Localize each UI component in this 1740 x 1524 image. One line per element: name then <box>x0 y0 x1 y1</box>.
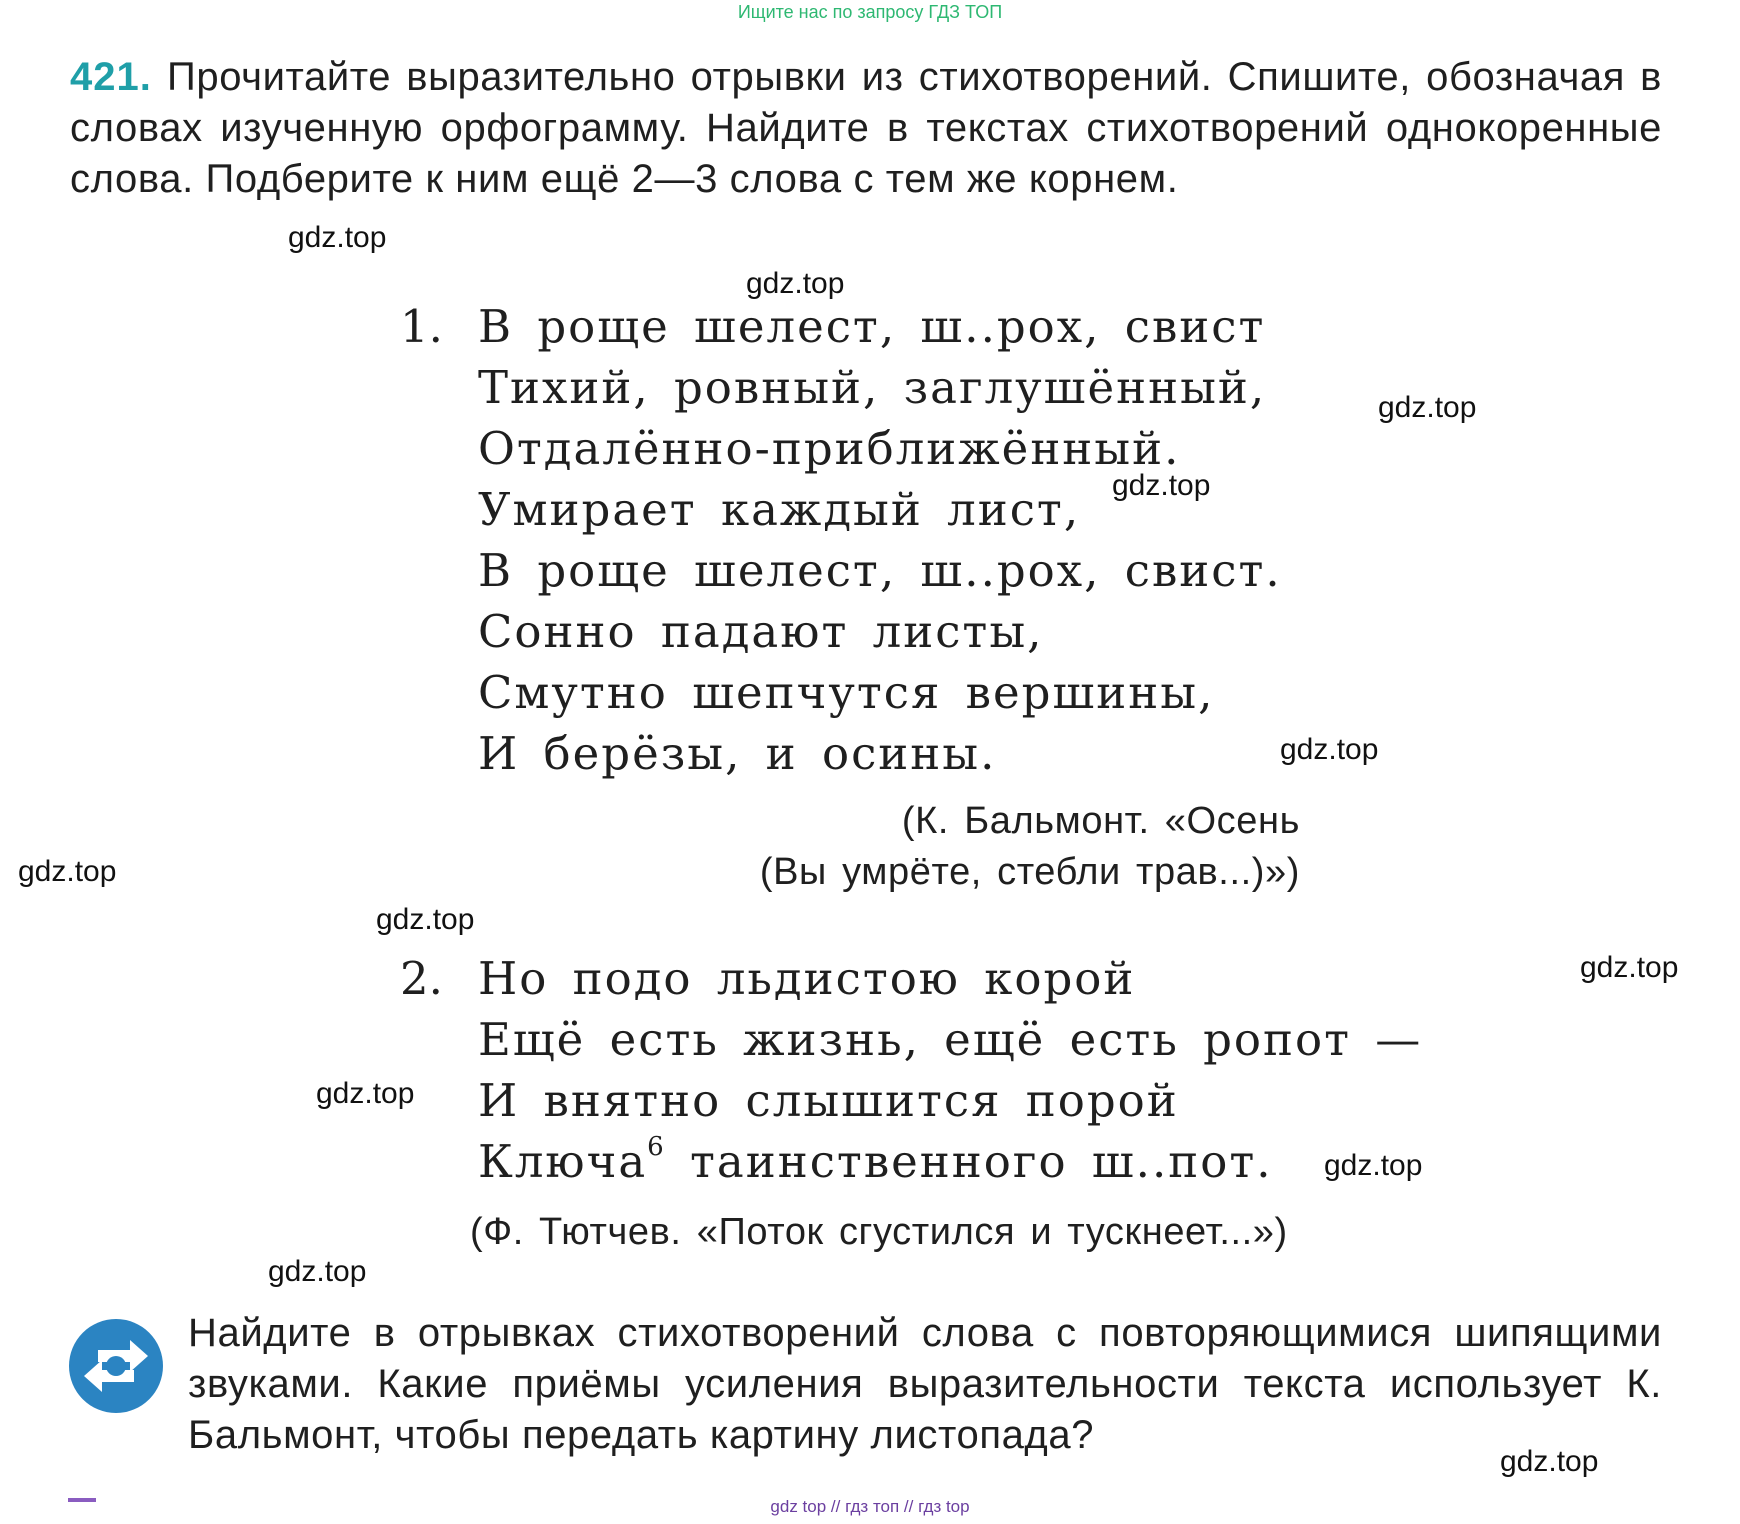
task-number: 421. <box>70 55 152 99</box>
task-text <box>70 52 1662 205</box>
poem2-line: И внятно слышится порой <box>478 1074 1179 1127</box>
watermark: gdz.top <box>316 1077 415 1110</box>
poem2-line: Ещё есть жизнь, ещё есть ропот — <box>478 1013 1423 1066</box>
poem2-number: 2. <box>400 952 443 1005</box>
watermark: gdz.top <box>1580 951 1679 984</box>
watermark: gdz.top <box>1378 391 1477 424</box>
poem1-line: Отдалённо-приближённый. <box>478 422 1181 475</box>
watermark: gdz.top <box>18 855 117 888</box>
watermark: gdz.top <box>1324 1149 1423 1182</box>
poem1-line: Умирает каждый лист, <box>478 483 1081 536</box>
poem1-author-line2: (Вы умрёте, стебли трав...)») <box>759 851 1300 893</box>
watermark: gdz.top <box>376 903 475 936</box>
watermark: gdz.top <box>1280 733 1379 766</box>
poem1-line: Смутно шепчутся вершины, <box>478 666 1215 719</box>
repeat-arrows-icon <box>68 1318 164 1414</box>
bottom-task-text: Найдите в отрывках стихотворений слова с повторяющимися шипящими звуками. Какие приёмы усиления выразительности текста использует К. Бальмонт, чтобы передать картину листопада? <box>188 1311 1662 1457</box>
watermark: gdz.top <box>1500 1445 1599 1478</box>
footnote-marker: 6 <box>647 1132 666 1162</box>
watermark: gdz.top <box>288 221 387 254</box>
watermark: gdz.top <box>746 267 845 300</box>
poem2-line: Но подо льдистою корой <box>478 952 1136 1005</box>
poem1-line: И берёзы, и осины. <box>478 727 997 780</box>
poem2-author: (Ф. Тютчев. «Поток сгустился и тускнеет...») <box>470 1211 1288 1253</box>
poem2 <box>478 948 1422 1192</box>
poem1-author-line1: (К. Бальмонт. «Осень <box>901 800 1300 842</box>
poem2-line <box>478 1131 1422 1192</box>
poem1 <box>478 296 1282 784</box>
poem1-line: В роще шелест, ш..рох, свист <box>478 300 1266 353</box>
poem2-last-word: Ключа <box>478 1135 648 1188</box>
poem1-line: В роще шелест, ш..рох, свист. <box>478 544 1282 597</box>
poem1-line: Тихий, ровный, заглушённый, <box>478 361 1267 414</box>
poem1-line: Сонно падают листы, <box>478 605 1044 658</box>
task-instruction: Прочитайте выразительно отрывки из стихотворений. Спишите, обозначая в словах изученную орфограмму. Найдите в текстах стихотворений однокоренные слова. Подберите к ним ещё 2—3 слова с тем же корнем. <box>70 55 1662 201</box>
footer: gdz top // гдз топ // гдз top <box>770 1497 970 1516</box>
watermark: gdz.top <box>1112 469 1211 502</box>
poem1-number: 1. <box>400 300 443 353</box>
poem1-author <box>560 796 1300 898</box>
poem2-last-rest: таинственного ш..пот. <box>665 1135 1273 1188</box>
top-banner: Ищите нас по запросу ГДЗ ТОП <box>737 2 1003 22</box>
watermark: gdz.top <box>268 1255 367 1288</box>
